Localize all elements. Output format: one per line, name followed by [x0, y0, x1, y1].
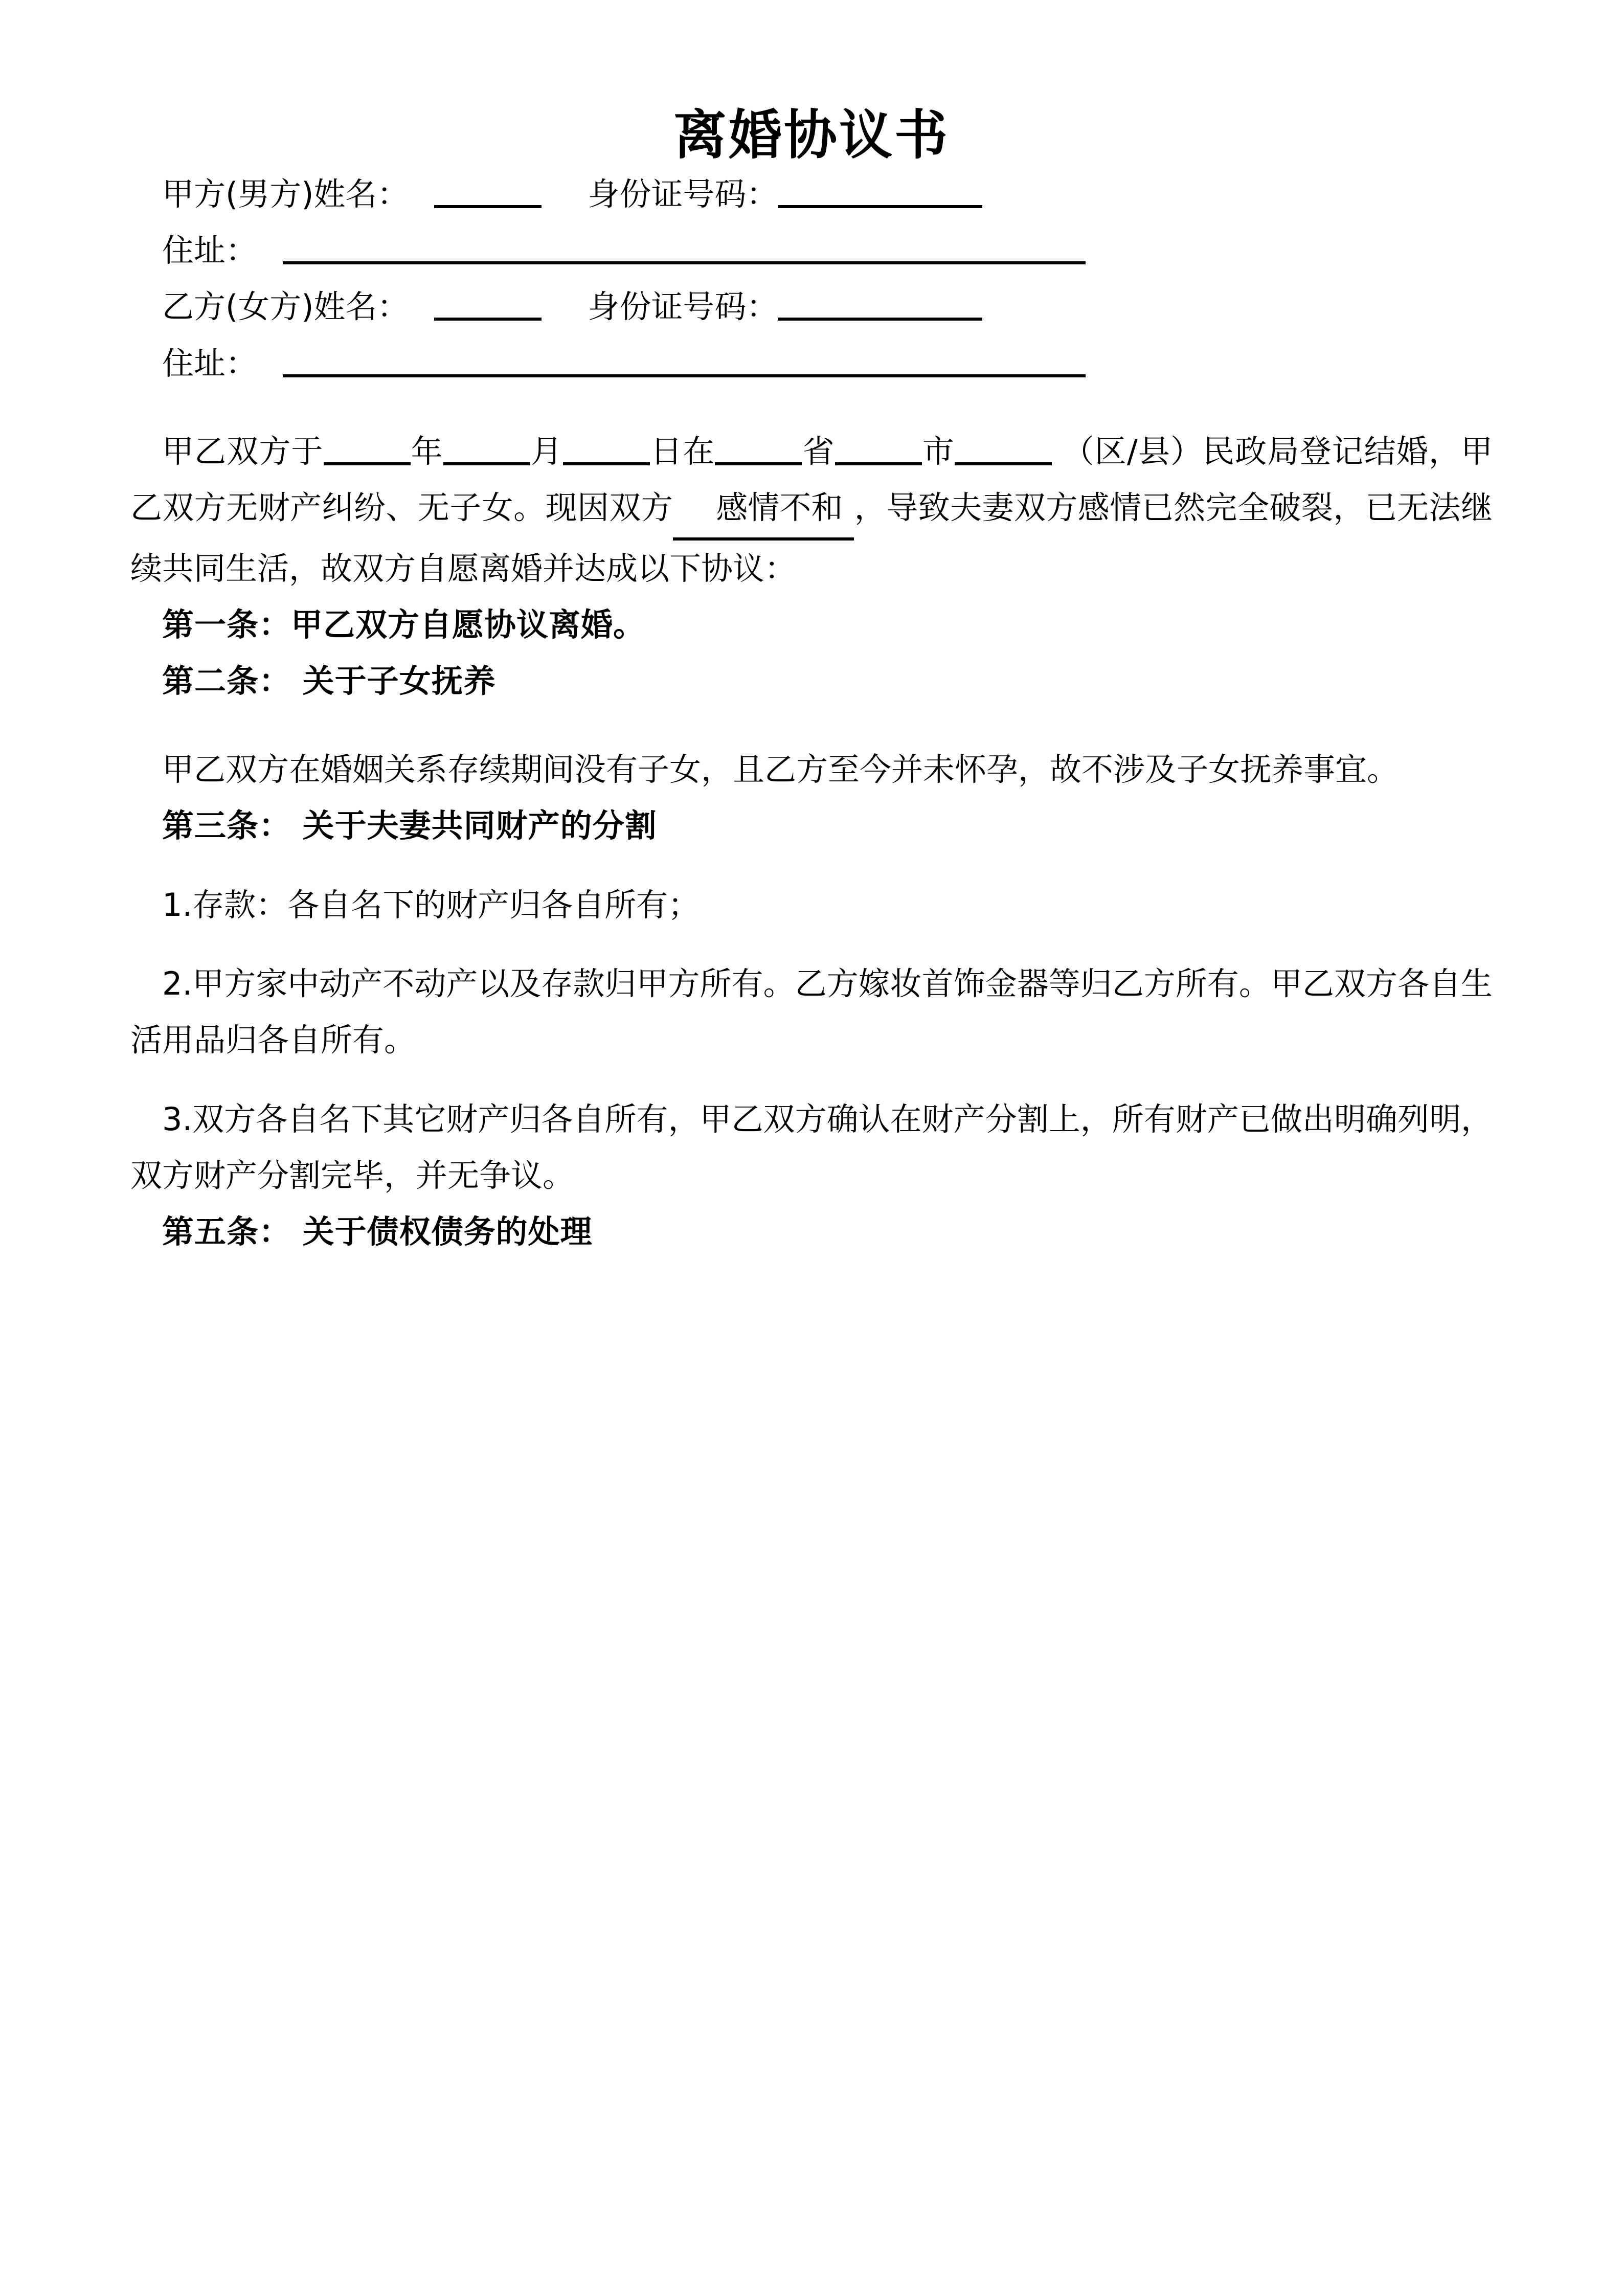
- party-a-name-input[interactable]: [434, 179, 542, 208]
- marriage-day-input[interactable]: [563, 437, 650, 465]
- marriage-month-input[interactable]: [443, 437, 530, 465]
- party-a-id-label: 身份证号码：: [588, 175, 778, 213]
- party-b-name-row: [130, 279, 1493, 335]
- article-heading-1: 第一条：甲乙双方自愿协议离婚。: [162, 606, 646, 644]
- party-a-name-label: 甲方(男方)姓名：: [162, 175, 409, 213]
- city-unit: 市: [921, 433, 955, 470]
- day-unit: 日在: [650, 433, 715, 470]
- province-input[interactable]: [715, 437, 802, 465]
- marriage-year-input[interactable]: [324, 437, 411, 465]
- party-b-address-label: 住址：: [162, 344, 258, 382]
- preamble-tail-text: ，导致夫妻双方感情已然完全破裂，已无法继续共同生活，故双方自愿离婚并达成以下协议：: [130, 489, 1493, 587]
- preamble-lead-in: 甲乙双方于: [162, 433, 324, 470]
- article-heading-5: 第五条： 关于债权债务的处理: [162, 1213, 593, 1251]
- party-b-id-label: 身份证号码：: [588, 288, 778, 326]
- preamble-paragraph: [130, 423, 1493, 597]
- city-input[interactable]: [835, 437, 922, 465]
- district-note: （区/县）: [1062, 433, 1203, 470]
- party-b-address-row: [130, 335, 1493, 392]
- article-heading-3: 第三条： 关于夫妻共同财产的分割: [162, 807, 657, 845]
- party-b-id-input[interactable]: [778, 292, 982, 321]
- party-b-name-label: 乙方(女方)姓名：: [162, 288, 409, 326]
- party-a-name-row: [130, 166, 1493, 222]
- month-unit: 月: [530, 433, 563, 470]
- divorce-reason-input[interactable]: 感情不和: [673, 480, 854, 540]
- province-unit: 省: [802, 433, 835, 470]
- district-input[interactable]: [955, 437, 1052, 465]
- article-heading-2: 第二条： 关于子女抚养: [162, 662, 496, 700]
- party-a-address-row: [130, 222, 1493, 279]
- article-3-item-3: 3.双方各自名下其它财产归各自所有，甲乙双方确认在财产分割上，所有财产已做出明确列明，双方财产分割完毕，并无争议。: [130, 1100, 1493, 1194]
- party-b-address-input[interactable]: [283, 349, 1086, 377]
- article-3-item-1: 1.存款：各自名下的财产归各自所有；: [162, 886, 700, 924]
- party-b-name-input[interactable]: [434, 292, 542, 321]
- article-3-item-2: 2.甲方家中动产不动产以及存款归甲方所有。乙方嫁妆首饰金器等归乙方所有。甲乙双方各自生活用品归各自所有。: [130, 964, 1493, 1059]
- party-a-address-label: 住址：: [162, 231, 258, 269]
- party-a-id-input[interactable]: [778, 179, 982, 208]
- article-2-body-1: 甲乙双方在婚姻关系存续期间没有子女，且乙方至今并未怀孕，故不涉及子女抚养事宜。: [162, 750, 1399, 788]
- page-title: 离婚协议书: [673, 104, 950, 166]
- party-a-address-input[interactable]: [283, 236, 1086, 264]
- year-unit: 年: [410, 433, 443, 470]
- preamble-mid-text: 民政局登记结婚，甲乙双方无财产纠纷、无子女。现因双方: [130, 433, 1493, 527]
